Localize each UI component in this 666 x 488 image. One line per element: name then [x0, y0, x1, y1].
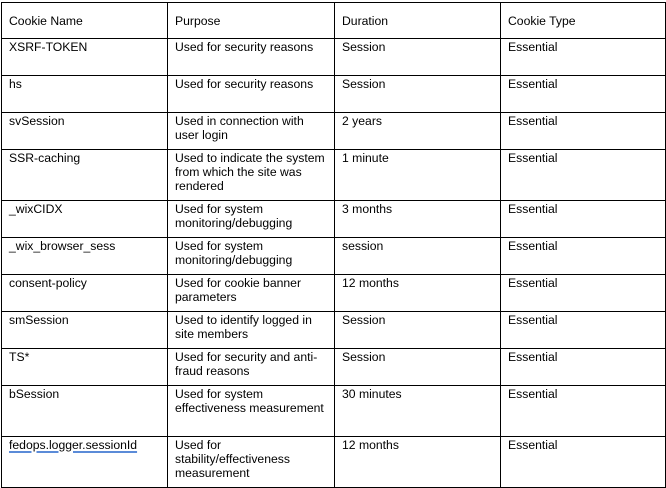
cookie-type-cell: Essential — [501, 386, 666, 437]
purpose-cell: Used to identify logged in site members — [168, 312, 335, 349]
table-row — [2, 150, 666, 201]
table-row — [2, 386, 666, 437]
duration-cell: 2 years — [335, 113, 501, 150]
cookie-name-cell: bSession — [2, 386, 168, 437]
duration-cell: 12 months — [335, 437, 501, 488]
purpose-cell: Used for stability/effectiveness measurement — [168, 437, 335, 488]
table-row — [2, 275, 666, 312]
table-row — [2, 39, 666, 76]
cookie-type-cell: Essential — [501, 349, 666, 386]
cookie-name-cell: consent-policy — [2, 275, 168, 312]
header-purpose: Purpose — [168, 3, 335, 39]
cookie-type-cell: Essential — [501, 275, 666, 312]
cookie-name-cell: hs — [2, 76, 168, 113]
cookie-table — [1, 2, 666, 488]
cookie-name-cell: TS* — [2, 349, 168, 386]
purpose-cell: Used for system effectiveness measurement — [168, 386, 335, 437]
cookie-name-cell: svSession — [2, 113, 168, 150]
table-row — [2, 312, 666, 349]
cookie-name-cell — [2, 437, 168, 488]
table-header-row — [2, 3, 666, 39]
cookie-name-cell: _wixCIDX — [2, 201, 168, 238]
purpose-cell: Used for system monitoring/debugging — [168, 201, 335, 238]
cookie-type-cell: Essential — [501, 113, 666, 150]
duration-cell: 30 minutes — [335, 386, 501, 437]
purpose-cell: Used for cookie banner parameters — [168, 275, 335, 312]
purpose-cell: Used to indicate the system from which the site was rendered — [168, 150, 335, 201]
duration-cell: Session — [335, 39, 501, 76]
duration-cell: 1 minute — [335, 150, 501, 201]
duration-cell: 3 months — [335, 201, 501, 238]
table-row — [2, 76, 666, 113]
cookie-name-cell: _wix_browser_sess — [2, 238, 168, 275]
purpose-cell: Used for security reasons — [168, 39, 335, 76]
table-row — [2, 349, 666, 386]
purpose-cell: Used for security and anti-fraud reasons — [168, 349, 335, 386]
header-cookie-type: Cookie Type — [501, 3, 666, 39]
cookie-type-cell: Essential — [501, 437, 666, 488]
duration-cell: Session — [335, 76, 501, 113]
header-cookie-name: Cookie Name — [2, 3, 168, 39]
duration-cell: Session — [335, 312, 501, 349]
cookie-type-cell: Essential — [501, 76, 666, 113]
duration-cell: 12 months — [335, 275, 501, 312]
purpose-cell: Used for security reasons — [168, 76, 335, 113]
table-row — [2, 113, 666, 150]
duration-cell: Session — [335, 349, 501, 386]
table-row — [2, 238, 666, 275]
table-row — [2, 437, 666, 488]
cookie-name-text: fedops.logger.sessionId — [9, 438, 138, 452]
cookie-type-cell: Essential — [501, 150, 666, 201]
cookie-name-cell: smSession — [2, 312, 168, 349]
duration-cell: session — [335, 238, 501, 275]
cookie-name-cell: XSRF-TOKEN — [2, 39, 168, 76]
cookie-type-cell: Essential — [501, 201, 666, 238]
cookie-name-cell: SSR-caching — [2, 150, 168, 201]
header-duration: Duration — [335, 3, 501, 39]
cookie-type-cell: Essential — [501, 39, 666, 76]
table-row — [2, 201, 666, 238]
cookie-type-cell: Essential — [501, 238, 666, 275]
purpose-cell: Used in connection with user login — [168, 113, 335, 150]
cookie-type-cell: Essential — [501, 312, 666, 349]
purpose-cell: Used for system monitoring/debugging — [168, 238, 335, 275]
